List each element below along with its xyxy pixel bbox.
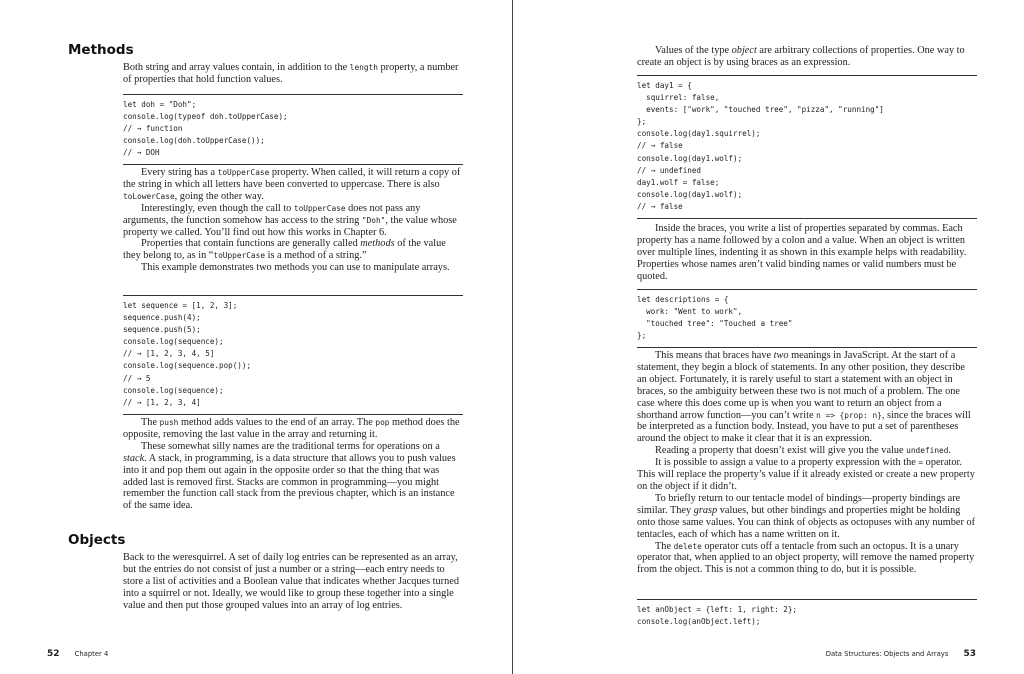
text-run: , since the braces will be interpreted as a function body. Instead, you have to put a set of parentheses around the object to make it clear that it is an expression. [637,409,971,445]
text-run: method adds values to the end of an array. The [178,417,376,428]
code-line: sequence.push(5); [123,325,201,335]
code-line: console.log(day1.wolf); [637,189,743,199]
right-page [514,0,1024,674]
inline-code: toLowerCase [123,191,175,201]
code-block-descriptions-object [637,289,977,348]
text-run: are arbitrary collections of properties. One way to create an object is by using braces as an expression. [637,45,965,68]
text-run: of the value they belong to, as in “ [123,238,446,262]
code-line: }; [637,117,647,127]
text-run: . A stack, in programming, is a data structure that allows you to push values into it and pop them out again in the opposite order so that the thing that was added last is removed first. Stacks are common in programming—you might remember the function call stack from the previous chapter, which is an instance of the same idea. [123,452,456,512]
code-block-push-pop [123,295,463,415]
inline-code: = [918,458,924,468]
page-number: 52 [47,649,60,659]
inline-code: length [349,63,378,72]
code-line: console.log(sequence); [123,337,224,347]
code-line: "touched tree": "Touched a tree" [637,319,793,329]
code-line: work: "Went to work", [637,307,743,317]
code-line: // → 5 [123,373,151,383]
code-block-day1-object [637,75,977,219]
text-run: It is possible to assign a value to a property expression with the [655,457,919,469]
inline-code: "Doh" [361,215,386,225]
text-run: Both string and array values contain, in addition to the [123,62,350,73]
text-run: Every string has a [141,167,218,178]
code-line: let day1 = { [637,81,692,90]
code-line: // → [1, 2, 3, 4] [123,397,201,407]
paragraph [637,541,977,577]
inline-code: undefined [906,446,949,456]
text-run: operator. This will replace the property’s value if it already existed or create a new property on the object if it didn’t. [637,457,975,492]
code-line: // → function [123,124,183,134]
code-block-anobject [637,599,977,633]
text-run: The [141,417,160,428]
text-run: does not pass any arguments, the function somehow has access to the string [123,202,421,226]
emphasis: stack [123,452,145,464]
code-line: events: ["work", "touched tree", "pizza", "running"] [637,105,884,115]
text-run: values, but other bindings and properties might be holding onto those same values. You can think of objects as octopuses with any number of tentacles, each of which has a name written on it. [637,504,976,540]
paragraph [123,203,463,239]
code-line: let anObject = {left: 1, right: 2}; [637,605,798,614]
text-run: To briefly return to our tentacle model of bindings—property bindings are similar. They [637,492,961,516]
methods-intro-text [123,62,463,86]
code-line: // → false [637,201,683,211]
text-run: This example demonstrates two methods you can use to manipulate arrays. [141,262,450,274]
code-line: console.log(day1.wolf); [637,153,743,163]
text-run: This means that braces have [655,350,774,361]
text-run: property. When called, it will return a copy of the string in which all letters have been converted to uppercase. There is also [123,167,461,190]
code-block-string-methods [123,94,463,165]
section-heading-methods: Methods [68,42,134,58]
emphasis: two [773,350,789,361]
text-run: , the value whose property we called. You’ll find out how this works in Chapter 6. [123,214,457,238]
code-line: // → DOH [123,148,160,158]
code-line: // → false [637,141,683,151]
section-heading-objects: Objects [68,532,126,548]
paragraph [637,223,977,283]
paragraph [123,62,463,86]
inline-code: delete [673,541,702,551]
methods-body-text [123,167,463,274]
paragraph [123,262,463,274]
code-line: squirrel: false, [637,93,720,103]
code-line: let descriptions = { [637,295,729,304]
paragraph [637,445,977,457]
inline-code: toUpperCase [213,251,266,261]
text-run: Interestingly, even though the call to [141,202,294,214]
paragraph [123,167,463,203]
code-line: console.log(doh.toUpperCase()); [123,136,265,146]
text-run: property, a number of properties that hold function values. [123,62,459,85]
text-run: Values of the type [655,45,732,56]
braces-body-text [637,350,977,576]
text-run: . [948,445,951,457]
emphasis: methods [360,238,395,250]
code-line: console.log(day1.squirrel); [637,129,761,139]
paragraph [123,417,463,441]
code-line: // → [1, 2, 3, 4, 5] [123,349,215,359]
paragraph [123,552,463,612]
code-line: console.log(anObject.left); [637,617,761,627]
chapter-label: Chapter 4 [74,650,109,658]
text-run: Back to the weresquirrel. A set of daily log entries can be represented as an array, but the entries do not consist of just a number or a string—each entry needs to store a list of activities and a Boolean value that indicates whether Jacques turned into a squirrel or not. Ideally, we would like to group these together into a single value and then put those grouped values into an array of log entries. [123,552,459,611]
code-line: sequence.push(4); [123,313,201,323]
code-line: console.log(sequence.pop()); [123,361,252,371]
emphasis: grasp [693,504,718,516]
text-run: These somewhat silly names are the traditional terms for operations on a [141,440,440,452]
paragraph [123,441,463,512]
text-run: The [655,540,674,552]
stack-body-text [123,417,463,512]
chapter-title-label: Data Structures: Objects and Arrays [825,650,949,658]
paragraph [637,457,977,493]
paragraph [123,238,463,262]
left-footer [47,641,108,660]
properties-body-text [637,223,977,283]
text-run: Properties that contain functions are generally called [141,238,361,250]
inline-code: push [159,418,179,427]
inline-code: toUpperCase [217,168,270,177]
objects-intro-text [123,552,463,612]
inline-code: n => {prop: n} [816,410,882,420]
text-run: meanings in JavaScript. At the start of a statement, they begin a block of statements. In any other position, they describe an object. Fortunately, it is rarely useful to start a statement with an object in braces, so the ambiguity between these two is not much of a problem. The one case where this does come up is when you want to return an object from a shorthand arrow function—you can’t write [637,350,965,421]
paragraph [637,45,977,69]
inline-code: toUpperCase [293,203,346,213]
page-number: 53 [963,649,976,659]
text-run: Reading a property that doesn’t exist will give you the value [655,445,907,457]
code-line: console.log(sequence); [123,385,224,395]
code-line: day1.wolf = false; [637,177,720,187]
paragraph [637,493,977,541]
code-line: let sequence = [1, 2, 3]; [123,301,238,310]
object-intro-text [637,45,977,69]
text-run: , going the other way. [174,190,264,202]
code-line: }; [637,331,647,341]
text-run: method does the opposite, removing the last value in the array and returning it. [123,417,460,440]
inline-code: pop [375,418,390,427]
text-run: operator cuts off a tentacle from such an octopus. It is a unary operator that, when applied to an object property, will remove the named property from the object. This is not a common thing to do, but it is possible. [637,540,975,576]
text-run: Inside the braces, you write a list of properties separated by commas. Each property has a name followed by a colon and a value. When an object is written over multiple lines, indenting it as shown in this example helps with readability. Properties whose names aren’t valid binding names or valid numbers must be quoted. [637,223,967,282]
code-line: console.log(typeof doh.toUpperCase); [123,112,288,122]
code-line: let doh = "Doh"; [123,100,197,109]
emphasis: object [731,45,757,56]
right-footer [826,641,976,660]
code-line: // → undefined [637,165,702,175]
book-spine-divider [512,0,513,674]
paragraph [637,350,977,445]
text-run: is a method of a string.” [265,250,367,262]
